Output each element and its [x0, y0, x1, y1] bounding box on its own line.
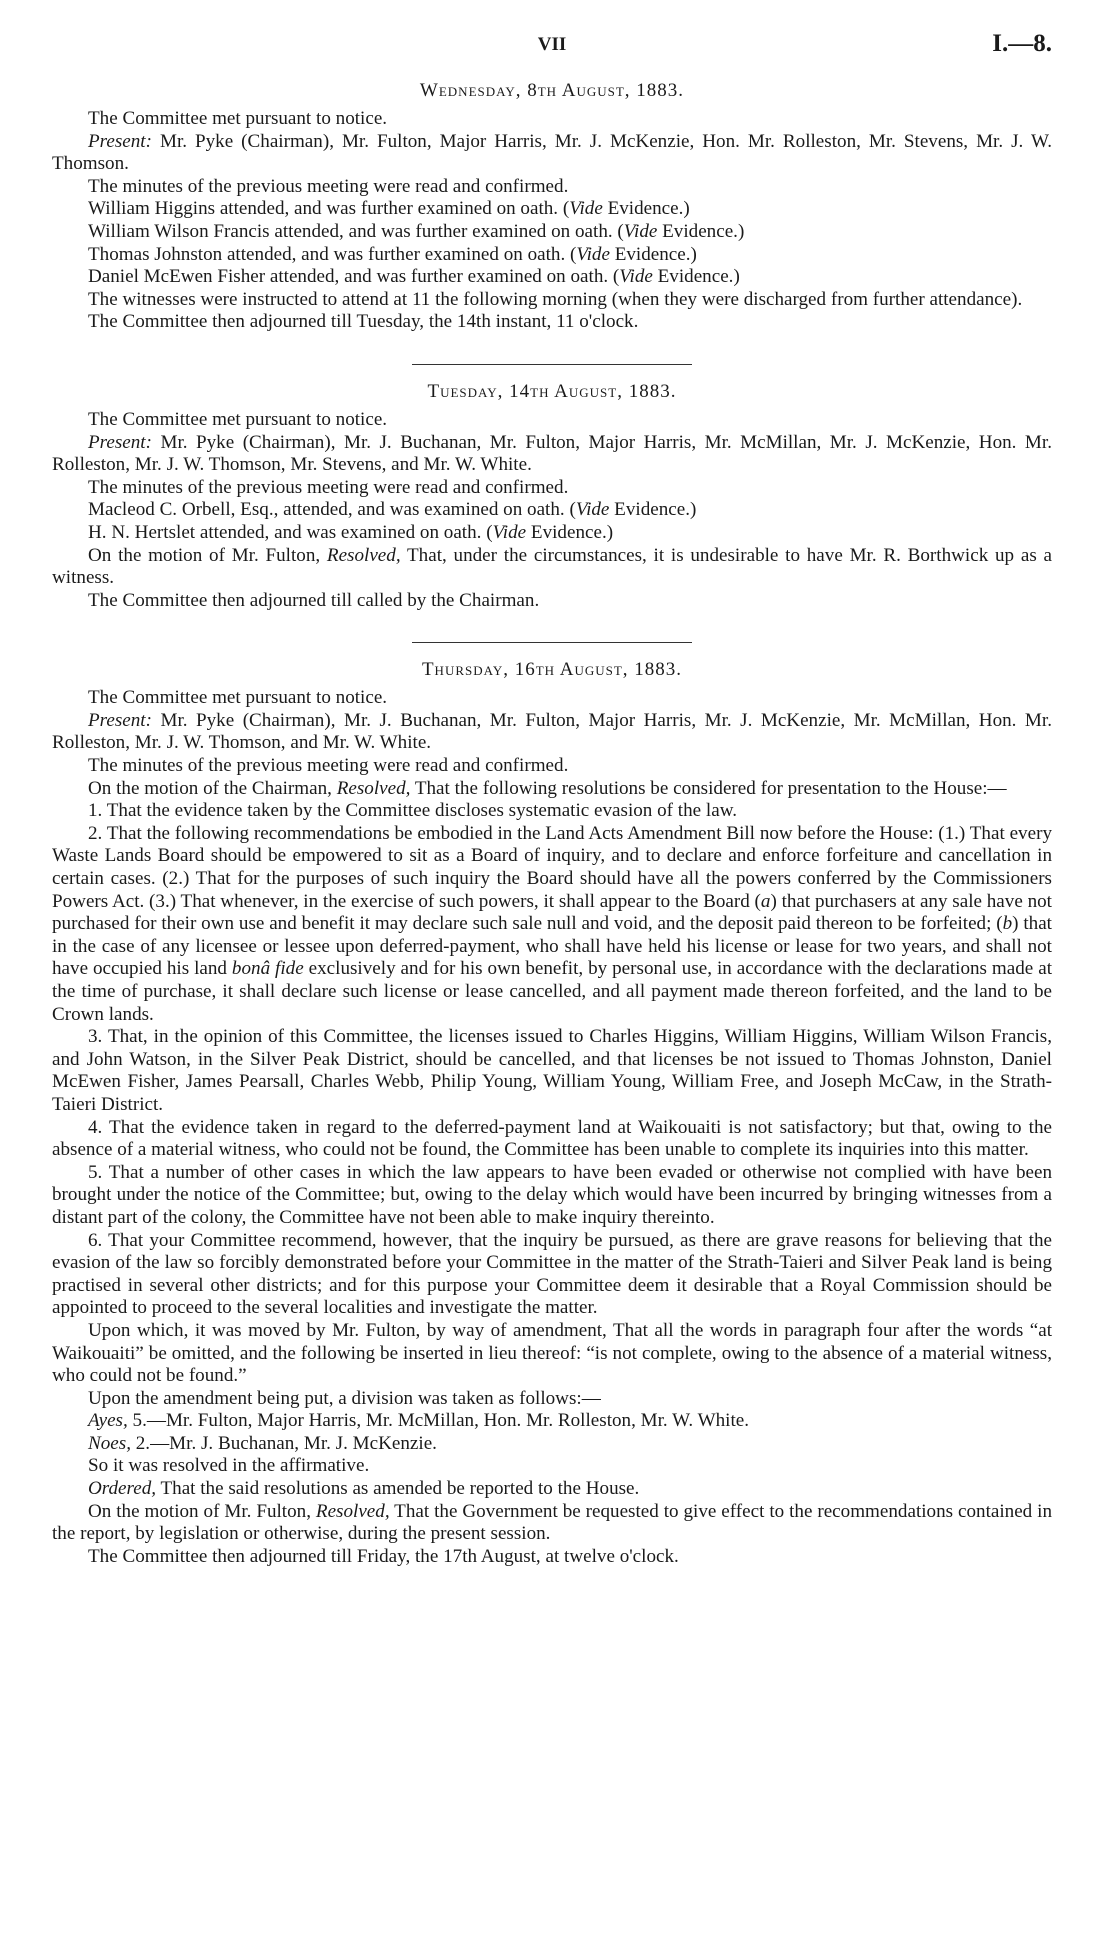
meeting-section	[52, 659, 1052, 1568]
text-run: Evidence.)	[609, 243, 697, 265]
minutes-body	[52, 80, 1052, 1568]
text-run: Evidence.)	[657, 220, 745, 242]
italic-text: Vide	[576, 243, 610, 265]
italic-text: Present:	[88, 709, 152, 731]
minutes-paragraph	[52, 755, 1052, 778]
minutes-paragraph	[52, 409, 1052, 432]
text-run: The Committee met pursuant to notice.	[88, 108, 388, 129]
italic-text: Vide	[569, 198, 603, 220]
text-run: On the motion of Mr. Fulton,	[88, 1500, 316, 1522]
italic-text: Vide	[623, 220, 658, 242]
section-divider	[412, 642, 692, 643]
minutes-paragraph	[52, 266, 1052, 289]
section-divider	[412, 364, 692, 365]
text-run: On the motion of the Chairman,	[88, 777, 337, 799]
text-run: 6. That your Committee recommend, however, that the inquiry be pursued, as there are grave reasons for believing that the evasion of the law so forcibly demonstrated before your Committee in the matter of the Strath-Taieri and Silver Peak land is being practised in several other districts; and for this purpose your Committee deem it desirable that a Royal Commission should be appointed to proceed to the several localities and investigate the matter.	[52, 1229, 1052, 1319]
italic-text: Ordered,	[88, 1478, 157, 1500]
text-run: That, under the circumstances, it is undesirable to have Mr. R. Borthwick up as a witness.	[52, 544, 1052, 589]
italic-text: Ayes,	[88, 1410, 128, 1432]
text-run: William Wilson Francis attended, and was further examined on oath. (	[88, 220, 624, 242]
minutes-paragraph	[52, 522, 1052, 545]
minutes-paragraph	[52, 1501, 1052, 1546]
minutes-paragraph	[52, 778, 1052, 801]
italic-text: Vide	[492, 521, 527, 543]
text-run: 2.—Mr. J. Buchanan, Mr. J. McKenzie.	[130, 1432, 437, 1454]
italic-text: bonâ fide	[231, 958, 304, 980]
minutes-paragraph	[52, 1410, 1052, 1433]
text-run: The Committee met pursuant to notice.	[88, 687, 388, 709]
minutes-paragraph	[52, 499, 1052, 522]
text-run: The minutes of the previous meeting were read and confirmed.	[88, 175, 569, 197]
minutes-paragraph	[52, 1162, 1052, 1230]
page-number: VII	[537, 34, 567, 55]
text-run: The Committee then adjourned till Tuesday, the 14th instant, 11 o'clock.	[88, 311, 639, 333]
text-run: 4. That the evidence taken in regard to the deferred-payment land at Waikouaiti is not satisfactory; but that, owing to the absence of a material witness, who could not be found, the Committee has been unable to complete its inquiries into this matter.	[52, 1116, 1052, 1161]
text-run: ) that in the case of any licensee or lessee upon deferred-payment, who shall have held his license or lease for two years, and shall not have occupied his land	[52, 913, 1052, 980]
minutes-paragraph	[52, 1546, 1052, 1569]
text-run: Thomas Johnston attended, and was further examined on oath. (	[88, 243, 577, 265]
text-run: 3. That, in the opinion of this Committee, the licenses issued to Charles Higgins, William Higgins, William Wilson Francis, and John Watson, in the Silver Peak District, should be cancelled, and that licenses be not issued to Thomas Johnston, Daniel McEwen Fisher, James Pearsall, Charles Webb, Philip Young, William Young, William Free, and Joseph McCaw, in the Strath-Taieri District.	[52, 1026, 1052, 1115]
text-run: That the following resolutions be considered for presentation to the House:—	[410, 777, 1007, 799]
minutes-paragraph	[52, 1433, 1052, 1456]
text-run: Mr. Pyke (Chairman), Mr. J. Buchanan, Mr. Fulton, Major Harris, Mr. J. McKenzie, Mr. McMillan, Hon. Mr. Rolleston, Mr. J. W. Thomson, and Mr. W. White.	[52, 709, 1052, 754]
minutes-paragraph	[52, 545, 1052, 590]
minutes-paragraph	[52, 131, 1052, 176]
text-run: H. N. Hertslet attended, and was examined on oath. (	[88, 521, 493, 543]
text-run: Evidence.)	[652, 266, 740, 288]
italic-text: Resolved,	[315, 1500, 390, 1522]
minutes-paragraph	[52, 1455, 1052, 1478]
text-run: Upon the amendment being put, a division was taken as follows:—	[88, 1387, 601, 1409]
text-run: That the said resolutions as amended be reported to the House.	[156, 1478, 640, 1500]
minutes-paragraph	[52, 108, 1052, 131]
text-run: The minutes of the previous meeting were read and confirmed.	[88, 755, 569, 777]
text-run: So it was resolved in the affirmative.	[88, 1455, 370, 1477]
text-run: Evidence.)	[609, 499, 697, 521]
text-run: Mr. Pyke (Chairman), Mr. J. Buchanan, Mr. Fulton, Major Harris, Mr. McMillan, Mr. J. McKenzie, Hon. Mr. Rolleston, Mr. J. W. Thomson, Mr. Stevens, and Mr. W. White.	[52, 431, 1052, 476]
meeting-date: Tuesday, 14th August, 1883.	[427, 380, 677, 402]
text-run: 2. That the following recommendations be embodied in the Land Acts Amendment Bill now before the House: (1.) That every Waste Lands Board should be empowered to sit as a Board of inquiry, and to declare and enforce forfeiture and cancellation in certain cases. (2.) That for the purposes of such inquiry the Board should have all the powers conferred by the Commissioners Powers Act. (3.) That whenever, in the exercise of such powers, it shall appear to the Board (	[52, 822, 1052, 912]
meeting-date: Thursday, 16th August, 1883.	[421, 659, 683, 681]
italic-text: Noes,	[88, 1432, 131, 1454]
minutes-paragraph	[52, 590, 1052, 613]
text-run: On the motion of Mr. Fulton,	[88, 544, 327, 566]
minutes-paragraph	[52, 687, 1052, 710]
text-run: The witnesses were instructed to attend at 11 the following morning (when they were discharged from further attendance).	[88, 288, 1023, 310]
page-header	[52, 30, 1052, 66]
minutes-paragraph	[52, 477, 1052, 500]
minutes-paragraph	[52, 311, 1052, 334]
text-run: Evidence.)	[526, 521, 614, 543]
text-run: Macleod C. Orbell, Esq., attended, and was examined on oath. (	[88, 499, 576, 521]
text-run: Mr. Pyke (Chairman), Mr. Fulton, Major Harris, Mr. J. McKenzie, Hon. Mr. Rolleston, Mr. Stevens, Mr. J. W. Thomson.	[52, 130, 1052, 175]
text-run: Daniel McEwen Fisher attended, and was further examined on oath. (	[88, 266, 620, 288]
minutes-paragraph	[52, 1320, 1052, 1388]
minutes-paragraph	[52, 1117, 1052, 1162]
text-run: That the Government be requested to give effect to the recommendations contained in the report, by legislation or otherwise, during the present session.	[52, 1500, 1052, 1545]
meeting-section	[52, 80, 1052, 334]
minutes-paragraph	[52, 244, 1052, 267]
minutes-paragraph	[52, 176, 1052, 199]
minutes-paragraph	[52, 710, 1052, 755]
text-run: William Higgins attended, and was further examined on oath. (	[88, 198, 570, 220]
document-page	[52, 30, 1052, 1568]
minutes-paragraph	[52, 221, 1052, 244]
text-run: exclusively and for his own benefit, by personal use, in accordance with the declarations made at the time of purchase, it shall declare such license or lease cancelled, and all payment made thereon forfeited, and the land to be Crown lands.	[52, 958, 1052, 1025]
italic-text: a	[760, 890, 771, 912]
text-run: 5. That a number of other cases in which the law appears to have been evaded or otherwise not complied with have been brought under the notice of the Committee; but, owing to the delay which would have been incurred by bringing witnesses from a distant part of the colony, the Committee have not been able to make inquiry thereinto.	[52, 1161, 1052, 1228]
italic-text: Resolved,	[336, 777, 411, 799]
italic-text: Vide	[575, 499, 610, 521]
meeting-section	[52, 381, 1052, 612]
italic-text: Present:	[88, 130, 152, 152]
italic-text: b	[1002, 913, 1013, 935]
minutes-paragraph	[52, 432, 1052, 477]
text-run: 5.—Mr. Fulton, Major Harris, Mr. McMillan, Hon. Mr. Rolleston, Mr. W. White.	[127, 1410, 750, 1432]
text-run: Upon which, it was moved by Mr. Fulton, by way of amendment, That all the words in paragraph four after the words “at Waikouaiti” be omitted, and the following be inserted in lieu thereof: “is not complete, owing to the absence of a material witness, who could not be found.”	[52, 1319, 1052, 1387]
italic-text: Resolved,	[326, 544, 401, 566]
document-reference: I.—8.	[992, 30, 1052, 57]
italic-text: Present:	[88, 431, 152, 453]
minutes-paragraph	[52, 1026, 1052, 1116]
text-run: The Committee then adjourned till called by the Chairman.	[88, 589, 540, 611]
text-run: Evidence.)	[602, 198, 690, 220]
minutes-paragraph	[52, 1230, 1052, 1320]
text-run: 1. That the evidence taken by the Committee discloses systematic evasion of the law.	[88, 800, 738, 822]
meeting-date: Wednesday, 8th August, 1883.	[419, 80, 685, 101]
minutes-paragraph	[52, 1478, 1052, 1501]
text-run: The Committee then adjourned till Friday, the 17th August, at twelve o'clock.	[88, 1545, 679, 1567]
minutes-paragraph	[52, 800, 1052, 823]
minutes-paragraph	[52, 1388, 1052, 1411]
minutes-paragraph	[52, 198, 1052, 221]
italic-text: Vide	[619, 266, 653, 288]
minutes-paragraph	[52, 289, 1052, 312]
text-run: The minutes of the previous meeting were read and confirmed.	[88, 476, 569, 498]
text-run: The Committee met pursuant to notice.	[88, 408, 388, 430]
text-run: ) that purchasers at any sale have not purchased for their own use and benefit it may declare such sale null and void, and the deposit paid thereon to be forfeited; (	[52, 890, 1052, 935]
minutes-paragraph	[52, 823, 1052, 1026]
